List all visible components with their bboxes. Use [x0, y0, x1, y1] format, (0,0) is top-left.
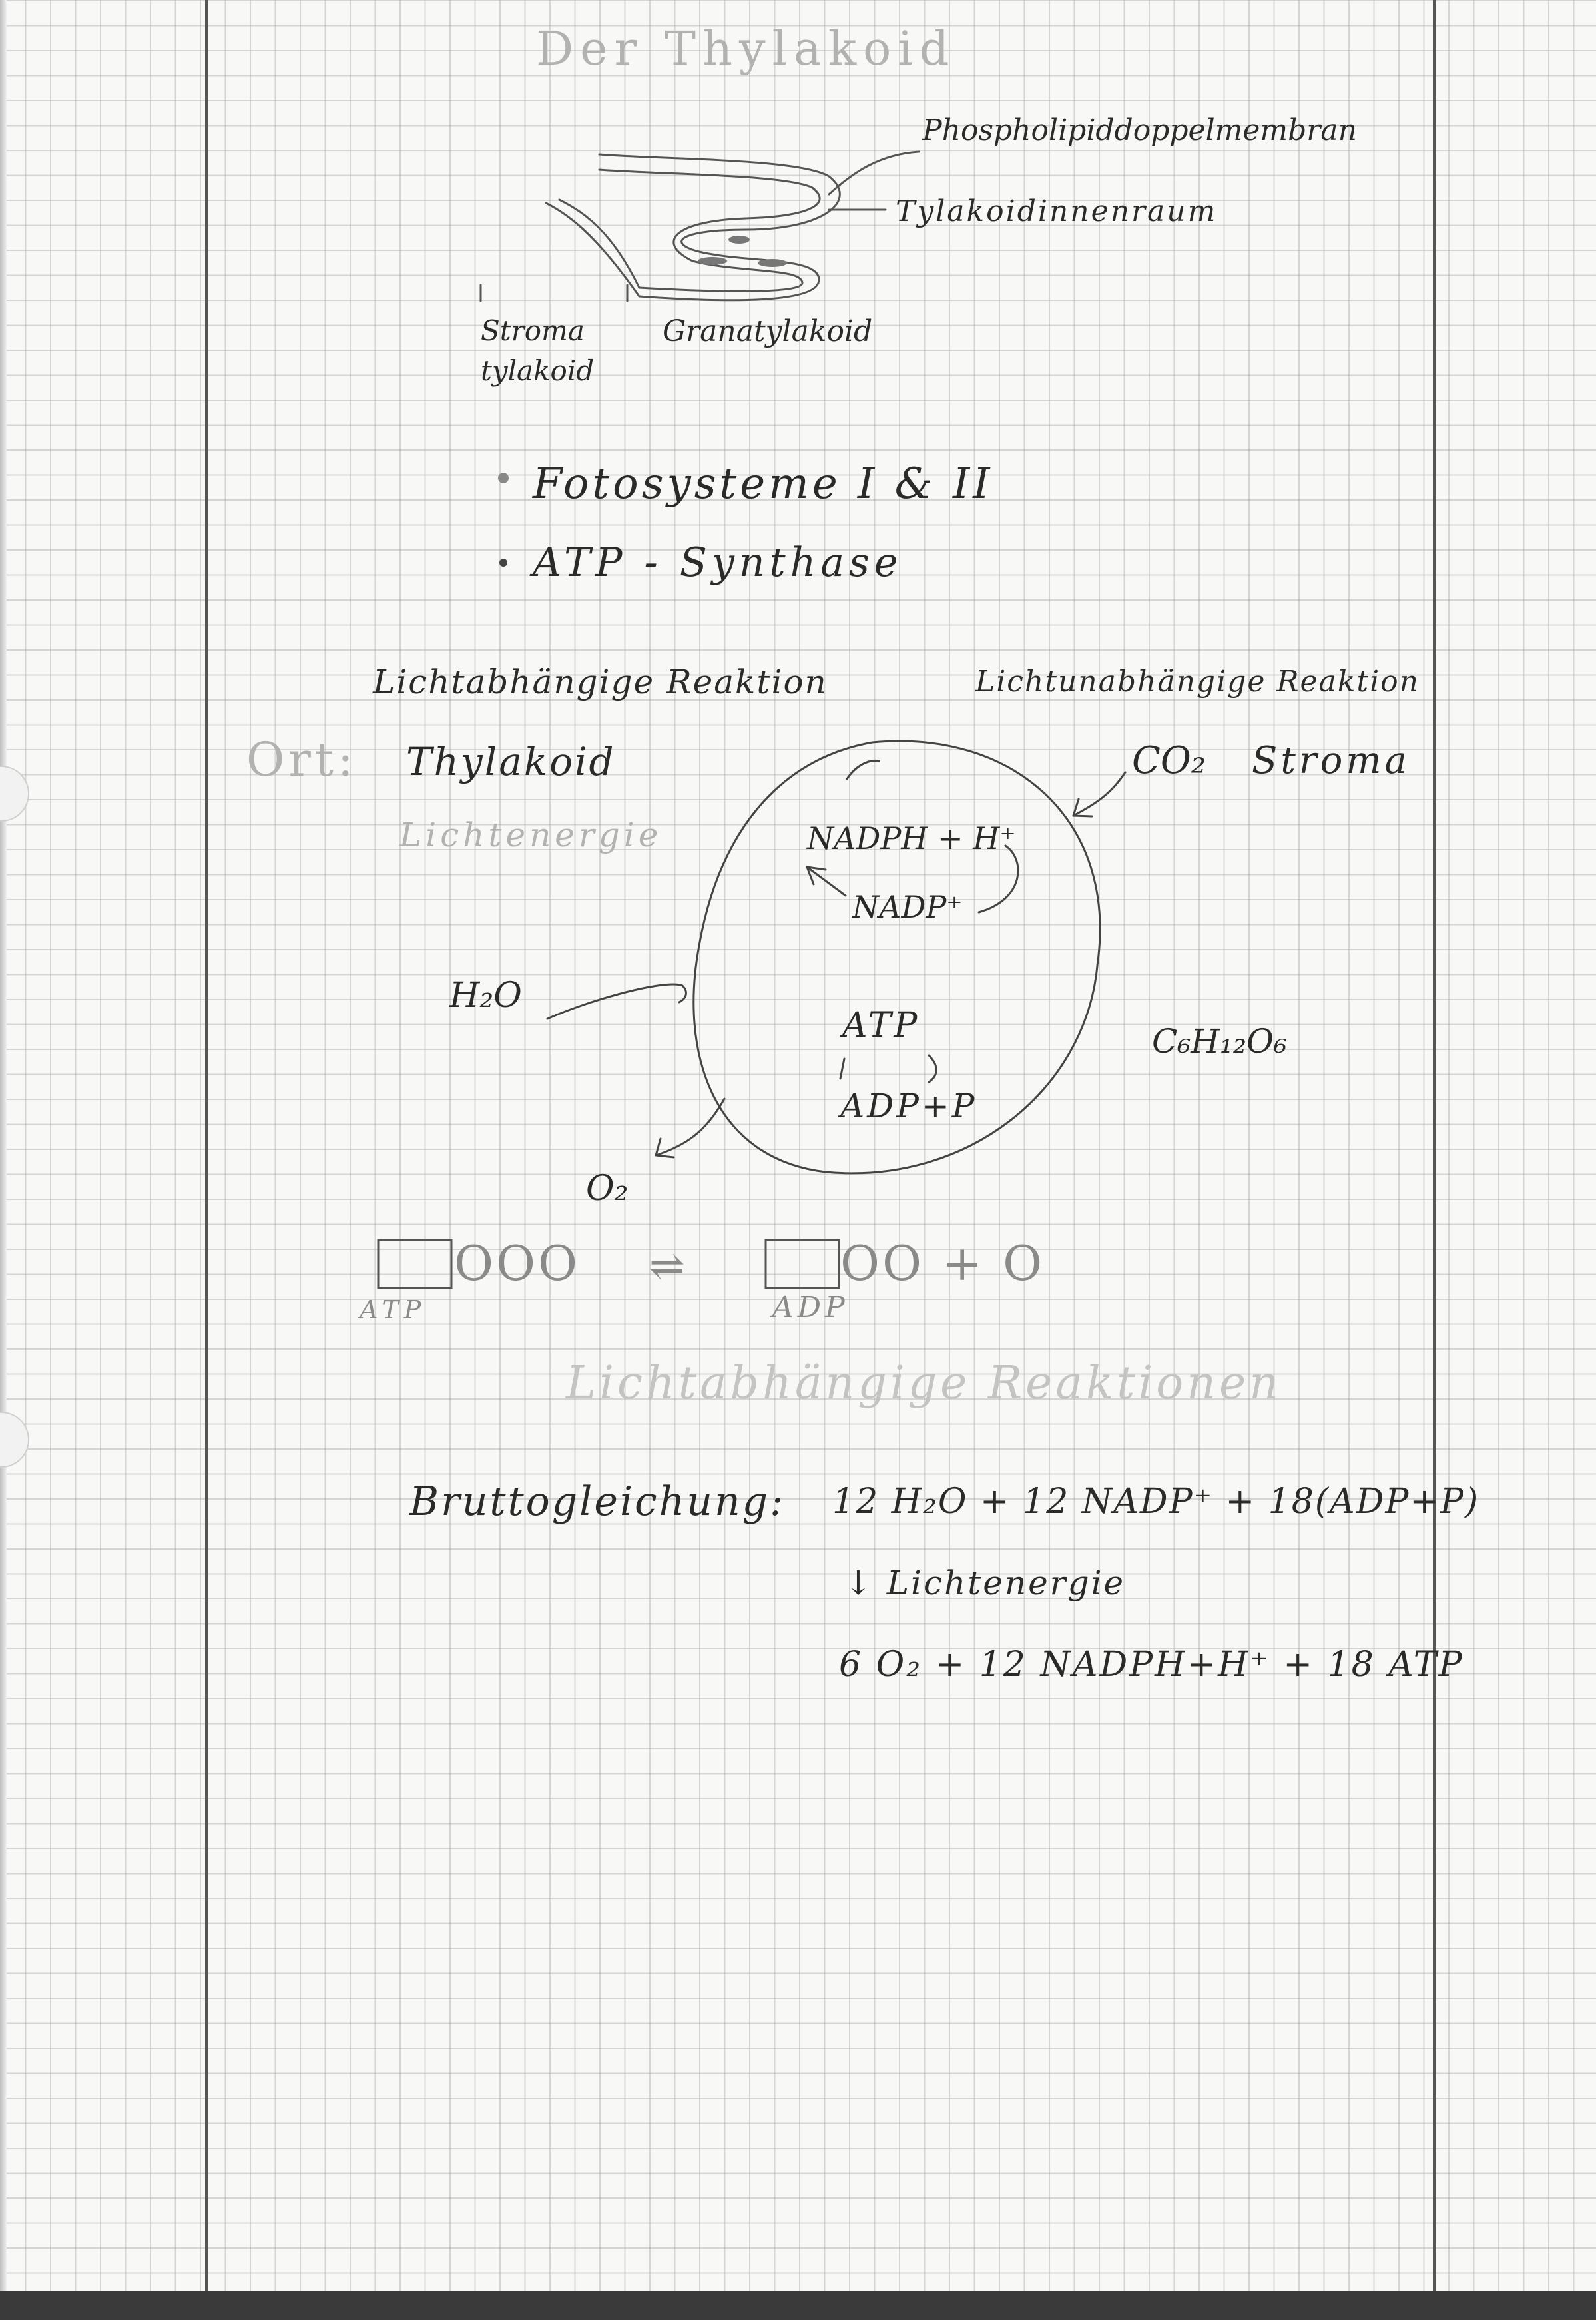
bullet-dot — [498, 473, 509, 483]
stroma-label: Stroma — [1252, 739, 1410, 782]
ort-label: Ort: — [246, 732, 358, 787]
page-title: Der Thylakoid — [536, 21, 956, 76]
adp-p-label: ADP+P — [840, 1087, 977, 1125]
nadp-label: NADP⁺ — [852, 889, 963, 925]
thylakoid-diagram — [481, 152, 919, 301]
co2-arrow — [1073, 772, 1125, 816]
glucose-label: C₆H₁₂O₆ — [1152, 1022, 1288, 1061]
co2-label: CO₂ — [1132, 739, 1206, 782]
light-energy-label: Lichtenergie — [399, 816, 663, 854]
adenosine-box-adp — [766, 1240, 839, 1288]
cycle-top-arrow — [847, 760, 879, 779]
bullet-photosystems: Fotosysteme I & II — [533, 459, 993, 509]
o2-label: O₂ — [586, 1169, 629, 1209]
summary-condition: ↓ Lichtenergie — [844, 1564, 1126, 1602]
atp-label: ATP — [842, 1006, 920, 1045]
stroma-lamella-inner — [559, 200, 639, 288]
summary-label: Bruttogleichung: — [409, 1478, 786, 1525]
equilibrium-arrow: ⇌ — [649, 1242, 685, 1291]
atp-sketch-boxes — [378, 1240, 839, 1288]
membrane-dots — [698, 236, 787, 267]
label-stroma-thylakoid-2: tylakoid — [481, 354, 595, 387]
summary-reactants: 12 H₂O + 12 NADP⁺ + 18(ADP+P) — [832, 1482, 1480, 1522]
o2-arrow — [656, 1099, 724, 1157]
atp-arrow-down — [929, 1055, 936, 1082]
chloroplast-cycle — [547, 741, 1125, 1173]
summary-products: 6 O₂ + 12 NADPH+H⁺ + 18 ATP — [839, 1645, 1464, 1685]
bullet-dot — [499, 559, 507, 567]
adp-sketch-label: ADP — [772, 1291, 849, 1324]
heading-light-independent: Lichtunabhängige Reaktion — [975, 665, 1420, 699]
bullet-atp-synthase: ATP - Synthase — [533, 539, 903, 586]
h2o-label: H₂O — [449, 976, 522, 1015]
nadph-label: NADPH + H⁺ — [807, 820, 1016, 856]
nadp-arrow-left — [807, 867, 846, 896]
faded-heading: Lichtabhängige Reaktionen — [566, 1357, 1282, 1410]
label-grana-thylakoid: Granatylakoid — [663, 314, 873, 348]
atp-phosphate-circles: OOO — [454, 1235, 581, 1291]
adenosine-box-atp — [378, 1240, 451, 1288]
h2o-arrow — [547, 984, 686, 1019]
adp-phosphate-circles: OO + O — [840, 1235, 1045, 1291]
ort-value: Thylakoid — [406, 739, 616, 784]
stroma-lamella — [546, 203, 639, 296]
heading-light-dependent: Lichtabhängige Reaktion — [373, 663, 828, 701]
atp-sketch-label: ATP — [360, 1295, 427, 1324]
label-lumen: Tylakoidinnenraum — [896, 194, 1218, 228]
label-stroma-thylakoid-1: Stroma — [481, 314, 585, 347]
label-membrane: Phospholipiddoppelmembran — [922, 113, 1357, 147]
pointer-membrane — [829, 152, 919, 194]
atp-arrow-up — [840, 1059, 844, 1079]
